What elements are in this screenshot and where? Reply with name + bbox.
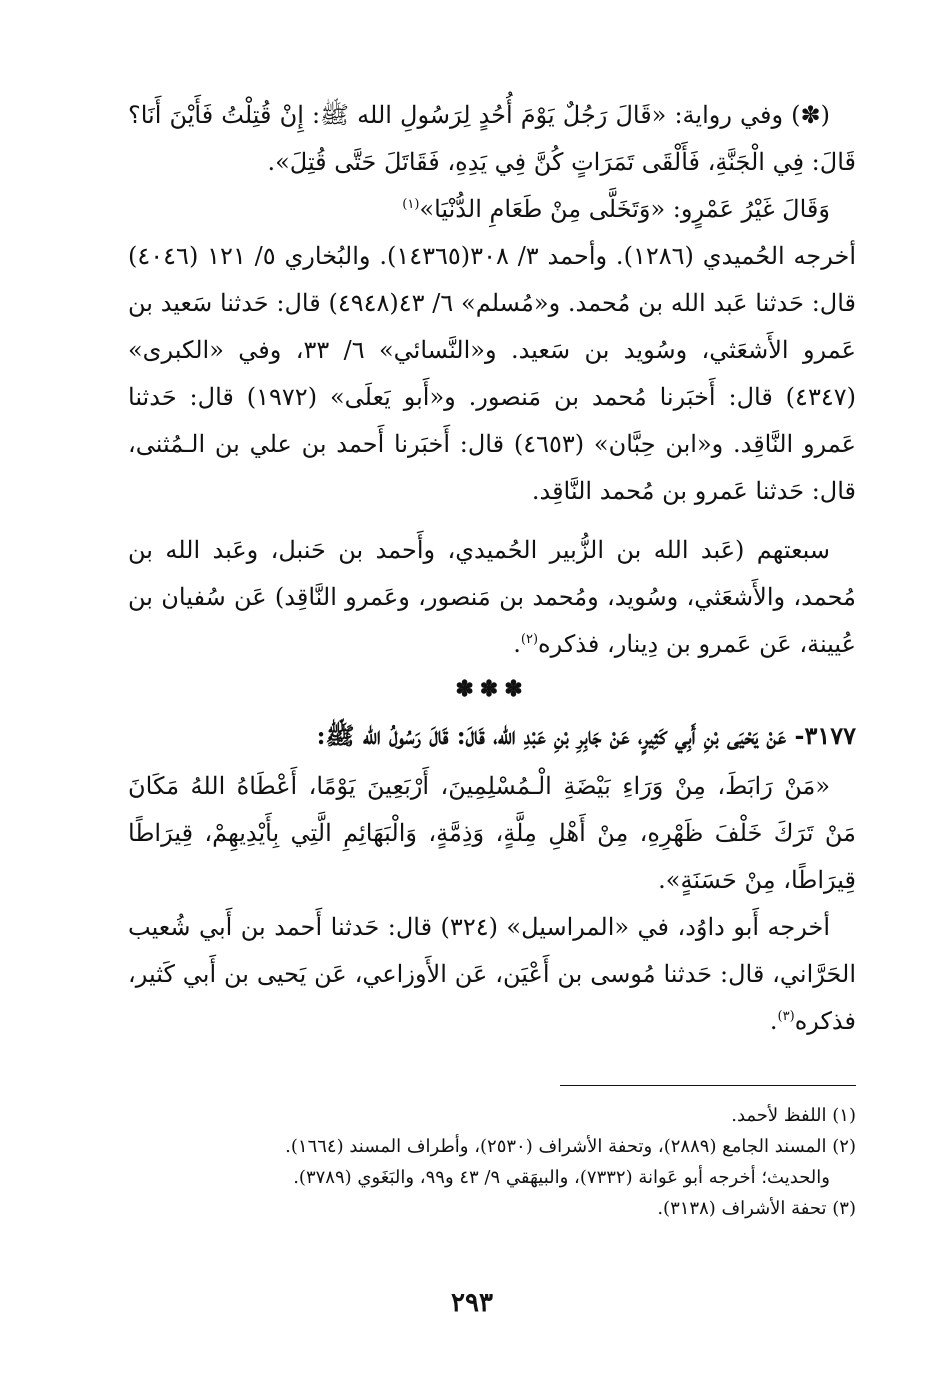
page-content bbox=[128, 92, 856, 1345]
footnote-ref-3[interactable]: (٣) bbox=[777, 1009, 795, 1024]
footnotes bbox=[128, 1100, 856, 1224]
takhrij-paragraph bbox=[128, 233, 856, 515]
hadith-text-paragraph bbox=[128, 763, 856, 904]
source-text: أخرجه أَبو داوُد، في «المراسيل» (٣٢٤) قال: حَدثنا أَحمد بن أَبي شُعيب الحَرَّاني، قال: حَدثنا مُوسى بن أَعْيَن، عَن الأَوزاعي، عَن يَحيى بن أَبي كَثير، فذكره bbox=[128, 913, 856, 1035]
chain-paragraph bbox=[128, 527, 856, 668]
hadith-heading bbox=[128, 712, 856, 759]
page-number: ٢٩٣ bbox=[451, 1288, 493, 1318]
variant-paragraph bbox=[128, 186, 856, 233]
chain-end: . bbox=[513, 630, 521, 658]
hadith-heading-text: ٣١٧٧- عَنْ يَحْيَى بْنِ أَبِي كَثِيرٍ، عَنْ جَابِرِ بْنِ عَبْدِ الله، قَالَ: قَالَ رَسُولُ الله ﷺ: bbox=[316, 721, 856, 750]
footnote-ref-2[interactable]: (٢) bbox=[520, 632, 539, 647]
narration-paragraph bbox=[128, 92, 856, 186]
variant-text: وَقَالَ غَيْرُ عَمْرٍو: «وَتَخَلَّى مِنْ طَعَامِ الدُّنْيَا» bbox=[419, 195, 830, 223]
section-separator: ✽✽✽ bbox=[455, 676, 529, 702]
source-end: . bbox=[769, 1007, 778, 1035]
footnote-ref-1[interactable]: (١) bbox=[402, 197, 420, 212]
hadith-text: «مَنْ رَابَطَ، مِنْ وَرَاءِ بَيْضَةِ الْـمُسْلِمِينَ، أَرْبَعِينَ يَوْمًا، أَعْطَاهُ اللهُ مَكَانَ مَنْ تَرَكَ خَلْفَ ظَهْرِهِ، مِنْ أَهْلِ مِلَّةٍ، وَذِمَّةٍ، وَالْبَهَائِمِ الَّتِي بِأَيْدِيهِمْ، قِيرَاطًا قِيرَاطًا، مِنْ حَسَنَةٍ». bbox=[128, 772, 856, 894]
chain-text: سبعتهم (عَبد الله بن الزُّبير الحُميدي، وأَحمد بن حَنبل، وعَبد الله بن مُحمد، والأَشعَثي، وسُويد، ومُحمد بن مَنصور، وعَمرو النَّاقِد) عَن سُفيان بن عُيينة، عَن عَمرو بن دِينار، فذكره bbox=[128, 536, 856, 658]
footnote-2: (٢) المسند الجامع (٢٨٨٩)، وتحفة الأشراف (٢٥٣٠)، وأطراف المسند (١٦٦٤). bbox=[285, 1136, 856, 1157]
source-paragraph bbox=[128, 904, 856, 1045]
footnote-1: (١) اللفظ لأحمد. bbox=[731, 1105, 856, 1126]
footnote-separator bbox=[560, 1085, 856, 1086]
narration-text: (✽) وفي رواية: «قَالَ رَجُلٌ يَوْمَ أُحُدٍ لِرَسُولِ الله ﷺ: إِنْ قُتِلْتُ فَأَيْنَ أَنَا؟ قَالَ: فِي الْجَنَّةِ، فَأَلْقَى تَمَرَاتٍ كُنَّ فِي يَدِهِ، فَقَاتَلَ حَتَّى قُتِلَ». bbox=[128, 101, 856, 176]
footnote-3: (٣) تحفة الأشراف (٣١٣٨). bbox=[657, 1198, 856, 1219]
footnote-2-continuation: والحديث؛ أخرجه أبو عَوانة (٧٣٣٢)، والبيهَقي ٩/ ٤٣ و٩٩، والبَغَوي (٣٧٨٩). bbox=[293, 1167, 830, 1188]
takhrij-text: أخرجه الحُميدي (١٢٨٦). وأحمد ٣/ ٣٠٨(١٤٣٦٥). والبُخاري ٥/ ١٢١ (٤٠٤٦) قال: حَدثنا عَبد الله بن مُحمد. و«مُسلم» ٦/ ٤٣(٤٩٤٨) قال: حَدثنا سَعيد بن عَمرو الأَشعَثي، وسُويد بن سَعيد. و«النَّسائي» ٦/ ٣٣، وفي «الكبرى» (٤٣٤٧) قال: أَخبَرنا مُحمد بن مَنصور. و«أَبو يَعلَى» (١٩٧٢) قال: حَدثنا عَمرو النَّاقِد. و«ابن حِبَّان» (٤٦٥٣) قال: أَخبَرنا أَحمد بن علي بن الـمُثنى، قال: حَدثنا عَمرو بن مُحمد النَّاقِد. bbox=[128, 242, 856, 505]
